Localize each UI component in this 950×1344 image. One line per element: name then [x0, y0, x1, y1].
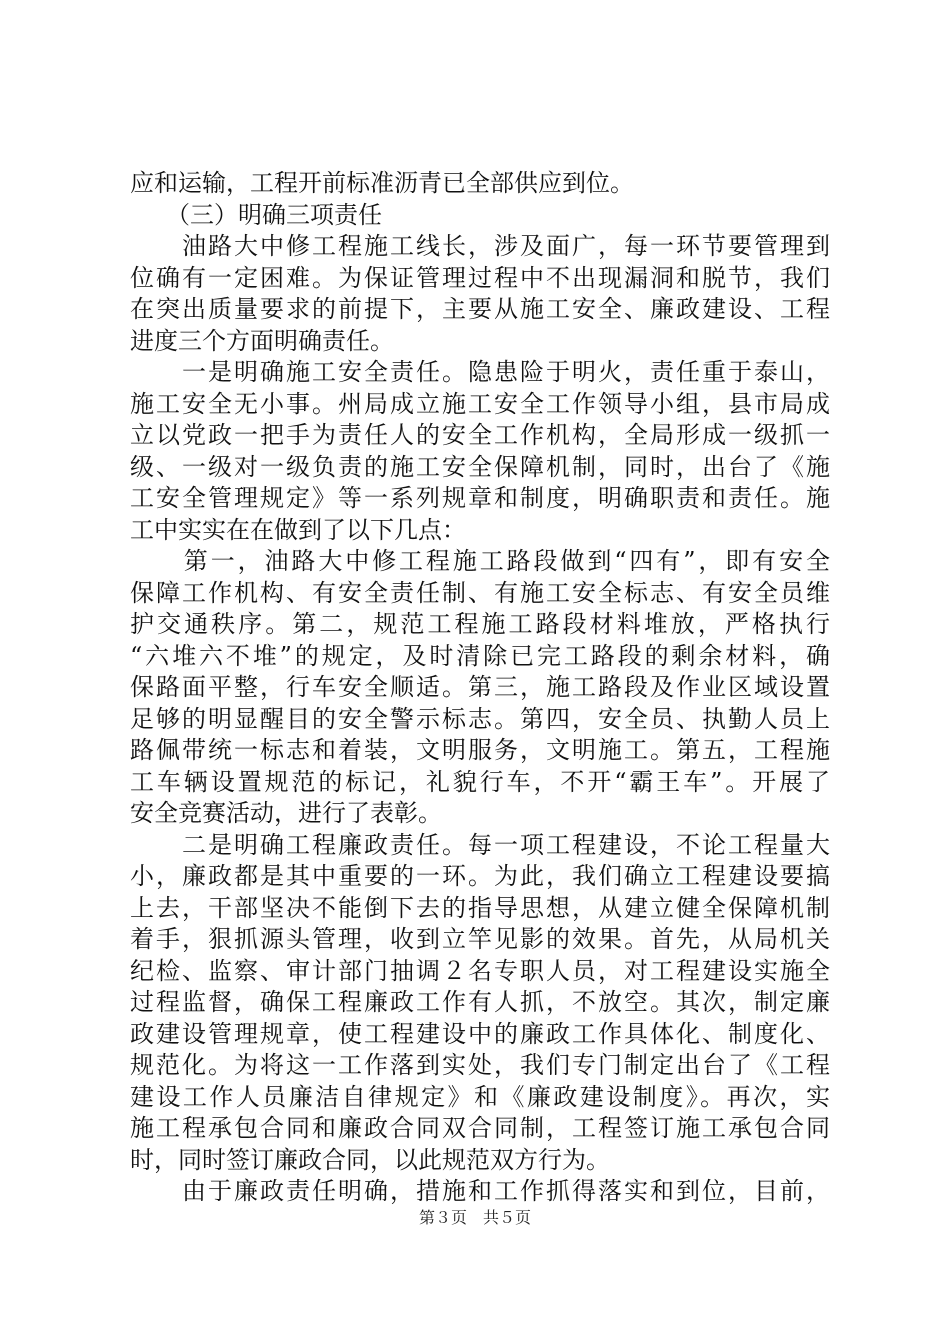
- document-body: [130, 168, 830, 1208]
- text-line: 路佩带统一标志和着装，文明服务，文明施工。第五，工程施: [130, 736, 830, 764]
- text-line: 工车辆设置规范的标记，礼貌行车，不开“霸王车”。开展了: [130, 767, 830, 796]
- text-line: 第一，油路大中修工程施工路段做到“四有”，即有安全: [130, 547, 830, 575]
- text-line: 纪检、监察、审计部门抽调２名专职人员，对工程建设实施全: [130, 956, 830, 985]
- text-line: 小，廉政都是其中重要的一环。为此，我们确立工程建设要搞: [130, 862, 830, 890]
- page-footer: 第３页 共５页: [418, 1208, 531, 1227]
- text-line: 政建设管理规章，使工程建设中的廉政工作具体化、制度化、: [130, 1019, 830, 1048]
- text-line: 工中实实在在做到了以下几点：: [130, 515, 466, 544]
- text-line: 级、一级对一级负责的施工安全保障机制，同时，出台了《施: [130, 452, 830, 481]
- text-line: 在突出质量要求的前提下，主要从施工安全、廉政建设、工程: [130, 295, 830, 323]
- text-line: 安全竞赛活动，进行了表彰。: [130, 799, 442, 827]
- text-line: 上去，干部坚决不能倒下去的指导思想，从建立健全保障机制: [130, 893, 830, 922]
- text-line: 建设工作人员廉洁自律规定》和《廉政建设制度》。再次，实: [130, 1082, 830, 1111]
- text-line: 时，同时签订廉政合同，以此规范双方行为。: [130, 1145, 610, 1174]
- text-line: 规范化。为将这一工作落到实处，我们专门制定出台了《工程: [130, 1051, 830, 1079]
- text-line: 过程监督，确保工程廉政工作有人抓，不放空。其次，制定廉: [130, 988, 830, 1016]
- text-line: 由于廉政责任明确，措施和工作抓得落实和到位，目前，: [130, 1177, 830, 1205]
- text-line: 一是明确施工安全责任。隐患险于明火，责任重于泰山，: [130, 358, 830, 386]
- text-line: 着手，狠抓源头管理，收到立竿见影的效果。首先，从局机关: [130, 925, 830, 953]
- text-line: （三）明确三项责任: [130, 200, 382, 229]
- text-line: 施工程承包合同和廉政合同双合同制，工程签订施工承包合同: [130, 1114, 830, 1142]
- text-line: 立以党政一把手为责任人的安全工作机构，全局形成一级抓一: [130, 421, 830, 449]
- text-line: 施工安全无小事。州局成立施工安全工作领导小组，县市局成: [130, 389, 830, 418]
- text-line: 位确有一定困难。为保证管理过程中不出现漏洞和脱节，我们: [130, 263, 830, 292]
- text-line: 足够的明显醒目的安全警示标志。第四，安全员、执勤人员上: [130, 704, 830, 733]
- text-line: 保路面平整，行车安全顺适。第三，施工路段及作业区域设置: [130, 673, 830, 701]
- text-line: 进度三个方面明确责任。: [130, 326, 394, 355]
- text-line: “六堆六不堆”的规定，及时清除已完工路段的剩余材料，确: [130, 641, 830, 670]
- text-line: 二是明确工程廉政责任。每一项工程建设，不论工程量大: [130, 830, 830, 859]
- text-line: 保障工作机构、有安全责任制、有施工安全标志、有安全员维: [130, 578, 830, 607]
- text-line: 应和运输，工程开前标准沥青已全部供应到位。: [130, 169, 634, 197]
- text-line: 油路大中修工程施工线长，涉及面广，每一环节要管理到: [130, 232, 830, 260]
- text-line: 工安全管理规定》等一系列规章和制度，明确职责和责任。施: [130, 484, 830, 512]
- text-line: 护交通秩序。第二，规范工程施工路段材料堆放，严格执行: [130, 610, 830, 638]
